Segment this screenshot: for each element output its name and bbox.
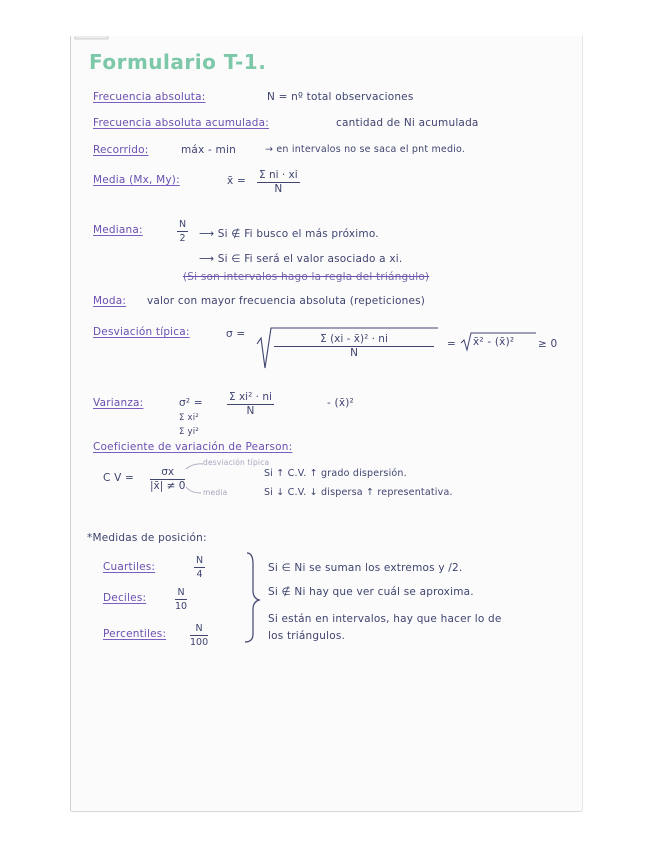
posicion-note-1: Si ∈ Ni se suman los extremos y /2. [268, 562, 463, 574]
posicion-note-2: Si ∉ Ni hay que ver cuál se aproxima. [268, 586, 474, 598]
label-cuartiles: Cuartiles: [103, 561, 156, 573]
var-lhs: σ² = [179, 397, 203, 409]
media-denominator: N [274, 183, 283, 195]
media-fraction [257, 169, 300, 196]
cv-lhs: C V = [103, 472, 134, 484]
label-deciles: Deciles: [103, 592, 147, 604]
mediana-case-2: ⟶ Si ∈ Fi será el valor asociado a xi. [199, 253, 403, 265]
paper-tab [75, 36, 108, 39]
text-frecuencia-absoluta: N = nº total observaciones [267, 91, 414, 103]
dt-fraction [274, 333, 434, 360]
cv-denominator: |x̄| ≠ 0 [150, 480, 186, 492]
dt-rhs-equals: = [447, 338, 456, 350]
text-moda: valor con mayor frecuencia absoluta (repeticiones) [147, 295, 426, 307]
cv-rule-1: Si ↑ C.V. ↑ grado dispersión. [264, 468, 407, 479]
var-tail: - (x̄)² [327, 397, 354, 409]
mediana-crossed-note: (Si son intervalos hago la regla del triángulo) [183, 271, 430, 283]
deciles-fraction [175, 586, 187, 613]
deciles-numerator: N [175, 586, 187, 600]
cv-note-desviacion: desviación típica [203, 458, 270, 467]
label-frecuencia-absoluta: Frecuencia absoluta: [93, 91, 206, 103]
mediana-fraction [177, 218, 188, 245]
label-varianza: Varianza: [93, 397, 144, 409]
cv-note-media: media [203, 488, 228, 497]
posicion-note-3b: los triángulos. [268, 630, 346, 642]
cv-numerator: σx [150, 466, 185, 480]
cv-arrow-bottom [186, 487, 201, 493]
dt-denominator: N [350, 347, 358, 359]
var-numerator: Σ xi² · ni [229, 391, 272, 403]
cv-rule-2: Si ↓ C.V. ↓ dispersa ↑ representativa. [264, 487, 453, 498]
label-moda: Moda: [93, 295, 127, 307]
var-sub-y: Σ yi² [179, 427, 199, 437]
percentiles-denominator: 100 [190, 637, 209, 648]
mediana-denominator: 2 [179, 233, 186, 244]
dt-condition: ≥ 0 [538, 338, 558, 350]
text-frecuencia-acumulada: cantidad de Ni acumulada [336, 117, 479, 129]
heading-medidas-posicion: *Medidas de posición: [87, 532, 207, 544]
cuartiles-fraction [194, 554, 205, 581]
cv-arrow-top [186, 464, 203, 469]
cuartiles-denominator: 4 [196, 569, 203, 580]
label-percentiles: Percentiles: [103, 628, 167, 640]
deciles-denominator: 10 [175, 601, 188, 612]
dt-lhs: σ = [226, 328, 246, 340]
mediana-case-1: ⟶ Si ∉ Fi busco el más próximo. [199, 228, 379, 240]
var-denominator: N [246, 405, 255, 417]
curly-brace [245, 553, 259, 642]
media-numerator: Σ ni · xi [259, 169, 298, 181]
cv-fraction [150, 466, 185, 493]
var-sub-x: Σ xi² [179, 413, 199, 423]
percentiles-fraction [190, 622, 208, 649]
text-recorrido: máx - min [181, 144, 236, 156]
media-lhs: x̄ = [227, 175, 246, 187]
dt-numerator: Σ (xi - x̄)² · ni [274, 333, 434, 347]
label-desviacion-tipica: Desviación típica: [93, 326, 190, 338]
label-recorrido: Recorrido: [93, 144, 149, 156]
note-recorrido: → en intervalos no se saca el pnt medio. [265, 144, 466, 155]
dt-rhs: x̄² - (x̄)² [473, 336, 515, 348]
label-mediana: Mediana: [93, 224, 143, 236]
posicion-note-3a: Si están en intervalos, hay que hacer lo de [268, 613, 502, 625]
var-fraction [227, 391, 274, 418]
label-coeficiente-variacion: Coeficiente de variación de Pearson: [93, 441, 293, 453]
label-frecuencia-acumulada: Frecuencia absoluta acumulada: [93, 117, 270, 129]
page-title: Formulario T-1. [89, 50, 267, 74]
notebook-page [71, 36, 582, 811]
cuartiles-numerator: N [196, 555, 204, 566]
mediana-numerator: N [179, 219, 187, 230]
percentiles-numerator: N [190, 622, 208, 636]
label-media: Media (Mx, My): [93, 174, 180, 186]
